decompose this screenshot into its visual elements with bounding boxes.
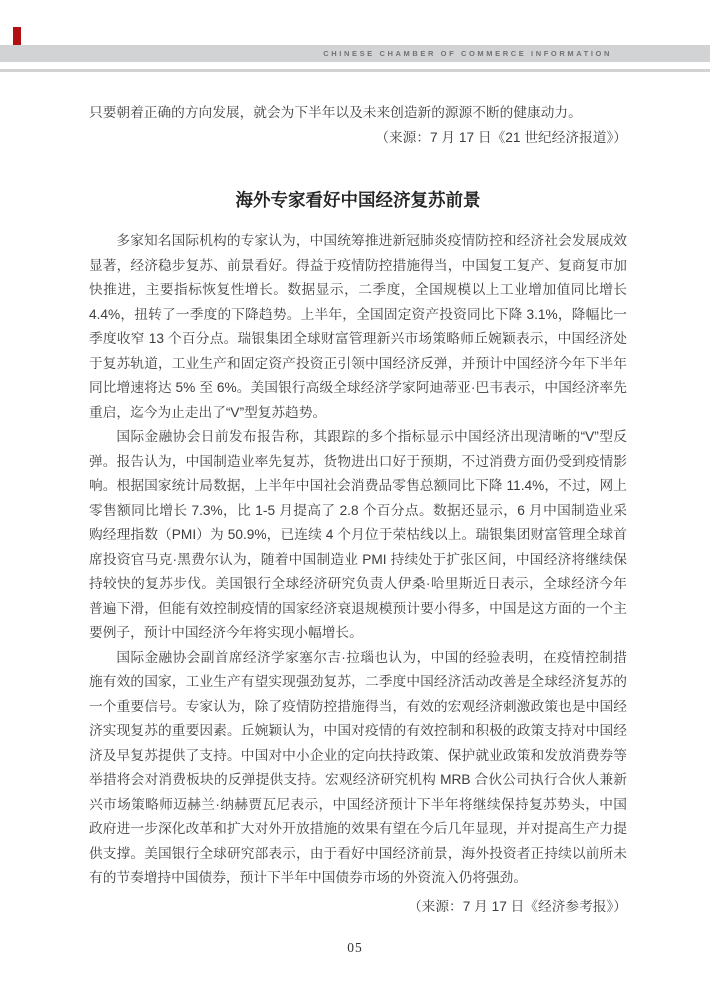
prev-article-source: （来源：7 月 17 日《21 世纪经济报道》）	[375, 129, 627, 145]
page-number: 05	[347, 940, 363, 955]
article-paragraph-3: 国际金融协会副首席经济学家塞尔吉·拉瑙也认为，中国的经验表明，在疫情控制措施有效的国家，工业生产有望实现强劲复苏，二季度中国经济活动改善是全球经济复苏的一个重要信号。专家认为，除了疫情防控措施得当，有效的宏观经济刺激政策也是中国经济实现复苏的重要因素。丘婉颖认为，中国对疫情的有效控制和积极的政策支持对中国经济及早复苏提供了支持。中国对中小企业的定向扶持政策、保护就业政策和发放消费券等举措将会对消费板块的反弹提供支持。宏观经济研究机构 MRB 合伙公司执行合伙人兼新兴市场策略师迈赫兰·纳赫贾瓦尼表示，中国经济预计下半年将继续保持复苏势头，中国政府进一步深化改革和扩大对外开放措施的效果有望在今后几年显现，并对提高生产力提供支撑。美国银行全球研究部表示，由于看好中国经济前景，海外投资者正持续以前所未有的节奏增持中国债券，预计下半年中国债券市场的外资流入仍将强劲。	[89, 649, 627, 885]
corner-accent-mark	[13, 27, 21, 46]
article-paragraph-1: 多家知名国际机构的专家认为，中国统筹推进新冠肺炎疫情防控和经济社会发展成效显著，经济稳步复苏、前景看好。得益于疫情防控措施得当，中国复工复产、复商复市加快推进，主要指标恢复性增长。数据显示，二季度，全国规模以上工业增加值同比增长 4.4%，扭转了一季度的下降趋势。上半年，全国固定资产投资同比下降 3.1%，降幅比一季度收窄 13 个百分点。瑞银集团全球财富管理新兴市场策略师丘婉颖表示，中国经济处于复苏轨道，工业生产和固定资产投资正引领中国经济反弹，并预计中国经济今年下半年同比增速将达 5% 至 6%。美国银行高级全球经济学家阿迪蒂亚·巴韦表示，中国经济率先重启，迄今为止走出了“V”型复苏趋势。	[89, 233, 627, 420]
article-source: （来源：7 月 17 日《经济参考报》）	[407, 898, 627, 914]
header-banner-text: CHINESE CHAMBER OF COMMERCE INFORMATION	[323, 49, 612, 58]
article-paragraph-2: 国际金融协会日前发布报告称，其跟踪的多个指标显示中国经济出现清晰的“V”型反弹。报告认为，中国制造业率先复苏，货物进出口好于预期，不过消费方面仍受到疫情影响。根据国家统计局数据，上半年中国社会消费品零售总额同比下降 11.4%，不过，网上零售额同比增长 7.3%，比 1-5 月提高了 2.8 个百分点。数据还显示，6 月中国制造业采购经理指数（PMI）为 50.9%，已连续 4 个月位于荣枯线以上。瑞银集团财富管理全球首席投资官马克·黑费尔认为，随着中国制造业 PMI 持续处于扩张区间，中国经济将继续保持较快的复苏步伐。美国银行全球经济研究负责人伊桑·哈里斯近日表示，全球经济今年普遍下滑，但能有效控制疫情的国家经济衰退规模预计要小得多，中国是这方面的一个主要例子，预计中国经济今年将实现小幅增长。	[89, 429, 627, 640]
prev-article-closing-line: 只要朝着正确的方向发展，就会为下半年以及未来创造新的源源不断的健康动力。	[89, 105, 582, 120]
article-title: 海外专家看好中国经济复苏前景	[235, 190, 481, 210]
header-rule	[0, 69, 710, 72]
page-content	[89, 101, 627, 919]
header-bar	[0, 45, 710, 62]
